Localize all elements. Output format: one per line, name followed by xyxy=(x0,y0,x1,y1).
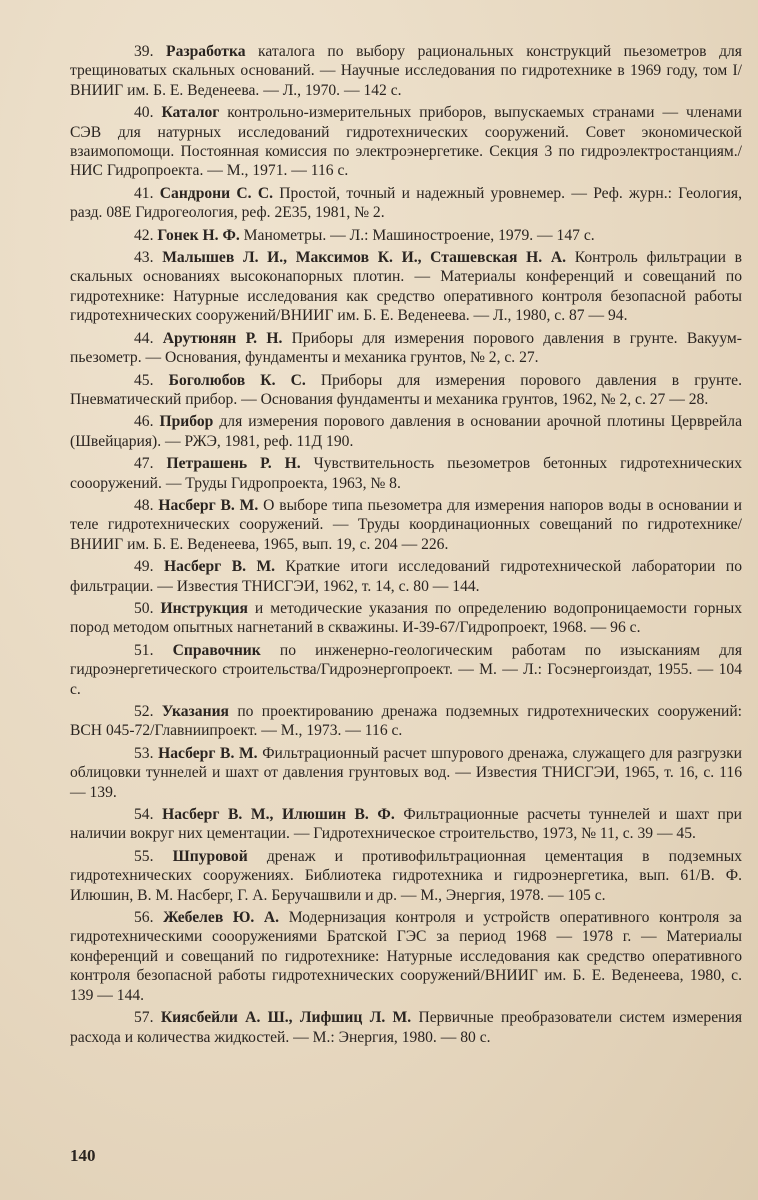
reference-entry xyxy=(70,805,742,844)
entry-number: 52. xyxy=(134,703,154,720)
reference-list xyxy=(70,42,742,1050)
entry-text: Контроль фильтрации в скальных основаниях высоконапорных плотин. — Материалы конференций и совещаний по гидротехнике: Натурные исследования как средство оперативного контроля безопасной работы гидротехнических сооружений/ВНИИГ им. Б. Е. Веденеева. — Л., 1980, с. 87 — 94. xyxy=(70,249,742,325)
entry-author: Сандрони С. С. xyxy=(159,184,273,202)
entry-author: Разработка xyxy=(166,43,246,60)
entry-number: 46. xyxy=(134,413,154,431)
reference-entry xyxy=(70,908,742,1005)
entry-number: 53. xyxy=(134,744,154,762)
entry-text: дренаж и противофильтрационная цементация в подземных гидротехнических сооружениях. Библиотека гидротехника и гидроэнергетика, вып. 61/В. Ф. Илюшин, В. М. Насберг, Г. А. Беручашвили и др. — М., Энергия, 1978. — 105 с. xyxy=(70,847,742,904)
entry-text: контрольно-измерительных приборов, выпускаемых странами — членами СЭВ для натурных исследований гидротехнических сооружений. Совет экономической взаимопомощи. Постоянная комиссия по электроэнергетике. Секция 3 по гидроэлектростанциям./НИС Гидропроекта. — М., 1971. — 116 с. xyxy=(70,104,742,180)
entry-number: 57. xyxy=(134,1009,154,1027)
reference-entry xyxy=(70,412,742,451)
reference-entry xyxy=(70,641,742,699)
entry-text: Приборы для измерения порового давления в грунте. Пневматический прибор. — Основания фундаменты и механика грунтов, 1962, № 2, с. 27 — 28. xyxy=(70,371,742,408)
entry-text: Первичные преобразователи систем измерения расхода и количества жидкостей. — М.: Энергия, 1980. — 80 с. xyxy=(70,1009,742,1046)
entry-author: Насберг В. М. xyxy=(158,744,258,762)
entry-author: Насберг В. М., Илюшин В. Ф. xyxy=(162,806,395,824)
entry-number: 55. xyxy=(134,847,154,865)
entry-text: Фильтрационные расчеты туннелей и шахт при наличии вокруг них цементации. — Гидротехническое строительство, 1973, № 11, с. 39 — 45. xyxy=(70,806,743,843)
entry-text: каталога по выбору рациональных конструкций пьезометров для трещиноватых скальных оснований. — Научные исследования по гидротехнике в 1969 году, том I/ВНИИГ им. Б. Е. Веденеева. — Л., 1970. — 142 с. xyxy=(70,43,742,99)
reference-entry xyxy=(70,599,742,638)
entry-number: 44. xyxy=(134,329,154,347)
entry-text: Модернизация контроля и устройств оперативного контроля за гидротехническими соооружениями Братской ГЭС за период 1968 — 1978 г. — Материалы конференций и совещаний по гидротехнике: Натурные исследования как средство оперативного контроля безопасной работы гидротехнических сооружений/ВНИИГ им. Б. Е. Веденеева, 1980, с. 139 — 144. xyxy=(70,909,742,1004)
entry-text: Простой, точный и надежный уровнемер. — Реф. журн.: Геология, разд. 08Е Гидрогеология, реф. 2Е35, 1981, № 2. xyxy=(70,184,742,222)
entry-text: Чувствительность пьезометров бетонных гидротехнических соооружений. — Труды Гидропроекта, 1963, № 8. xyxy=(70,455,742,492)
entry-author: Арутюнян Р. Н. xyxy=(162,329,283,347)
entry-number: 51. xyxy=(134,641,154,659)
reference-entry xyxy=(70,1008,742,1047)
entry-author: Гонек Н. Ф. xyxy=(157,226,240,244)
entry-number: 42. xyxy=(134,226,154,244)
entry-text: Фильтрационный расчет шпурового дренажа, служащего для разгрузки облицовки туннелей и шахт от давления грунтовых вод. — Известия ТНИСГЭИ, 1965, т. 16, с. 116 — 139. xyxy=(70,744,742,801)
reference-entry xyxy=(70,371,742,410)
entry-number: 39. xyxy=(134,43,154,60)
entry-number: 54. xyxy=(134,806,154,824)
page-number: 140 xyxy=(70,1146,96,1165)
entry-author: Малышев Л. И., Максимов К. И., Сташевская Н. А. xyxy=(162,249,567,267)
entry-author: Насберг В. М. xyxy=(163,558,276,576)
entry-author: Боголюбов К. С. xyxy=(168,371,306,389)
reference-entry xyxy=(70,248,742,326)
entry-author: Насберг В. М. xyxy=(158,496,259,514)
entry-author: Прибор xyxy=(159,413,214,431)
entry-text: и методические указания по определению водопроницаемости горных пород методом опытных нагнетаний в скважины. И-39-67/Гидропроект, 1968. — 96 с. xyxy=(70,599,742,637)
reference-entry xyxy=(70,103,742,181)
entry-author: Указания xyxy=(161,703,229,720)
entry-number: 56. xyxy=(134,909,154,927)
entry-text: Краткие итоги исследований гидротехнической лаборатории по фильтрации. — Известия ТНИСГЭИ, 1962, т. 14, с. 80 — 144. xyxy=(70,558,742,595)
entry-author: Каталог xyxy=(161,104,220,122)
entry-author: Петрашень Р. Н. xyxy=(166,455,301,473)
entry-number: 41. xyxy=(134,184,154,202)
entry-number: 50. xyxy=(134,599,154,617)
entry-number: 45. xyxy=(134,371,154,389)
reference-entry xyxy=(70,496,742,554)
entry-text: по инженерно-геологическим работам по изысканиям для гидроэнергетического строительства/Гидроэнергопроект. — М. — Л.: Госэнергоиздат, 1955. — 104 с. xyxy=(70,641,742,698)
entry-text: для измерения порового давления в основании арочной плотины Церврейла (Швейцария). — РЖЭ, 1981, реф. 11Д 190. xyxy=(70,413,742,450)
entry-number: 49. xyxy=(134,558,154,576)
reference-entry xyxy=(70,847,742,905)
entry-author: Шпуровой xyxy=(172,847,248,865)
reference-entry xyxy=(70,226,742,245)
entry-number: 40. xyxy=(134,104,154,122)
entry-author: Жебелев Ю. А. xyxy=(163,909,280,927)
entry-text: по проектированию дренажа подземных гидротехнических сооружений: ВСН 045-72/Главниипроект. — М., 1973. — 116 с. xyxy=(70,703,742,740)
entry-text: Приборы для измерения порового давления в грунте. Вакуум-пьезометр. — Основания, фундаменты и механика грунтов, № 2, с. 27. xyxy=(70,329,742,367)
reference-entry xyxy=(70,557,742,596)
entry-text: О выборе типа пьезометра для измерения напоров воды в основании и теле гидротехнических сооружений. — Труды координационных совещаний по гидротехнике/ВНИИГ им. Б. Е. Веденеева, 1965, вып. 19, с. 204 — 226. xyxy=(70,496,743,553)
reference-entry xyxy=(70,702,742,741)
entry-author: Киясбейли А. Ш., Лифшиц Л. М. xyxy=(160,1009,412,1027)
reference-entry xyxy=(70,744,742,802)
entry-number: 48. xyxy=(134,496,154,514)
entry-number: 47. xyxy=(134,455,154,473)
reference-entry xyxy=(70,454,742,493)
reference-entry xyxy=(70,42,742,100)
entry-author: Инструкция xyxy=(160,599,248,617)
reference-entry xyxy=(70,329,742,368)
reference-entry xyxy=(70,184,742,223)
entry-number: 43. xyxy=(134,249,154,267)
entry-text: Манометры. — Л.: Машиностроение, 1979. — 147 с. xyxy=(243,226,595,244)
entry-author: Справочник xyxy=(172,641,261,659)
